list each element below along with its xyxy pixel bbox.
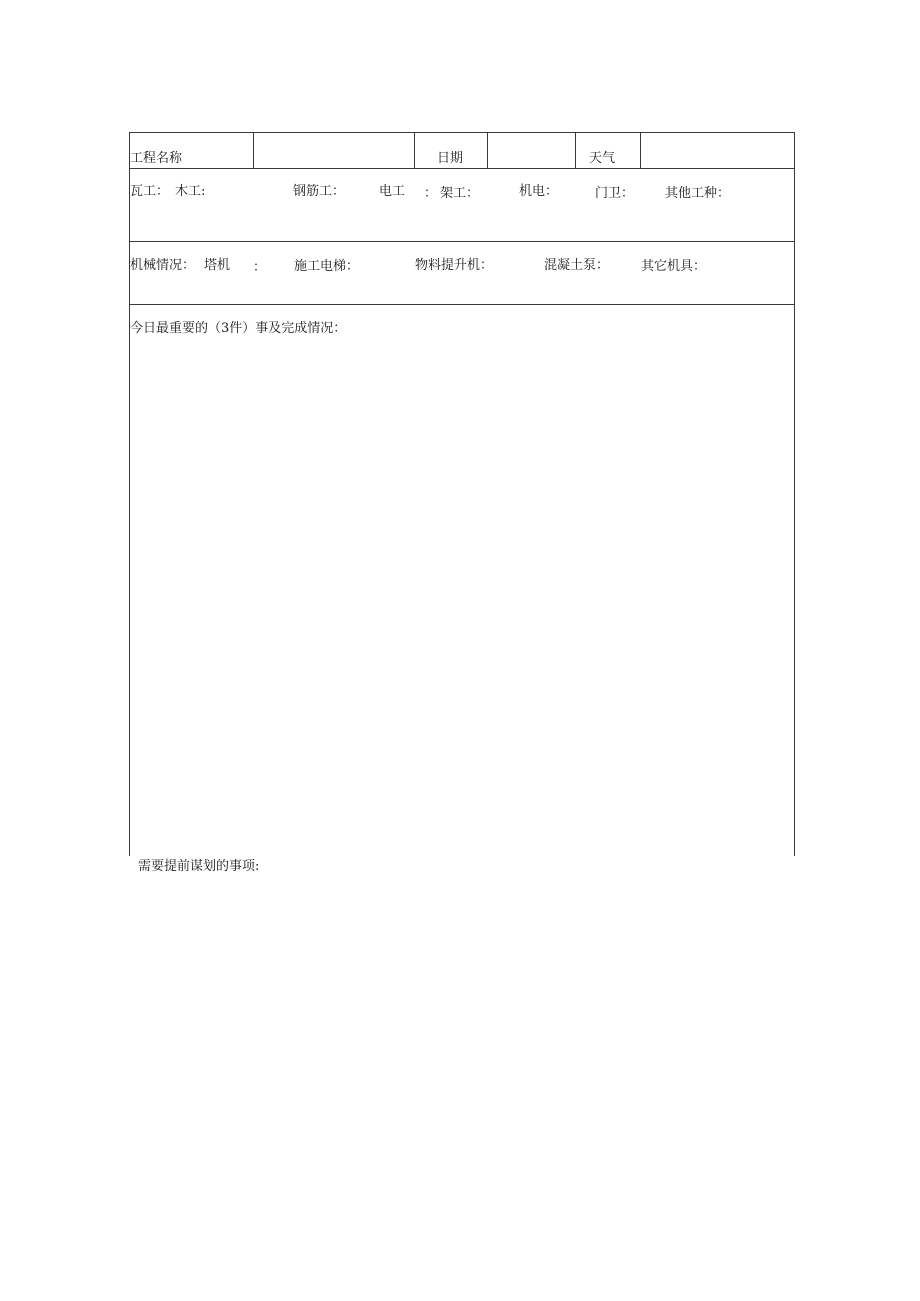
form-border-top: [129, 132, 795, 133]
header-divider-3: [487, 132, 488, 168]
header-divider-4: [575, 132, 576, 168]
mep-label: 机电：: [519, 184, 559, 199]
key-tasks-field[interactable]: [131, 340, 793, 854]
weather-field[interactable]: [642, 134, 793, 167]
concrete-pump-label: 混凝土泵：: [544, 258, 610, 273]
weather-label: 天气: [589, 151, 616, 166]
other-trades-label: 其他工种：: [665, 186, 731, 201]
construction-elevator-label: 施工电梯：: [294, 259, 360, 274]
row-divider-workers: [129, 241, 795, 242]
project-name-field[interactable]: [255, 134, 413, 167]
electrician-separator: ：: [424, 186, 438, 201]
other-equipment-label: 其它机具：: [641, 259, 707, 274]
scaffolder-label: 架工：: [440, 186, 480, 201]
project-name-label: 工程名称: [130, 151, 183, 166]
carpenter-label: 木工:: [175, 184, 206, 199]
machinery-label: 机械情况：: [130, 258, 196, 273]
rebar-worker-label: 钢筋工：: [293, 184, 346, 199]
mason-label: 瓦工：: [130, 184, 170, 199]
daily-log-form: [129, 132, 794, 856]
electrician-label: 电工: [379, 184, 406, 199]
tower-crane-label: 塔机: [204, 258, 231, 273]
material-hoist-label: 物料提升机：: [415, 258, 494, 273]
tower-crane-separator: ：: [253, 260, 267, 275]
header-divider-2: [414, 132, 415, 168]
advance-planning-label: 需要提前谋划的事项:: [138, 859, 260, 874]
row-divider-header: [129, 168, 795, 169]
advance-planning-field[interactable]: [130, 880, 794, 1180]
key-tasks-label: 今日最重要的（3件）事及完成情况：: [130, 321, 347, 336]
header-divider-1: [253, 132, 254, 168]
row-divider-machinery: [129, 304, 795, 305]
date-field[interactable]: [489, 134, 574, 167]
date-label: 日期: [437, 151, 464, 166]
header-divider-5: [640, 132, 641, 168]
guard-label: 门卫：: [595, 186, 635, 201]
